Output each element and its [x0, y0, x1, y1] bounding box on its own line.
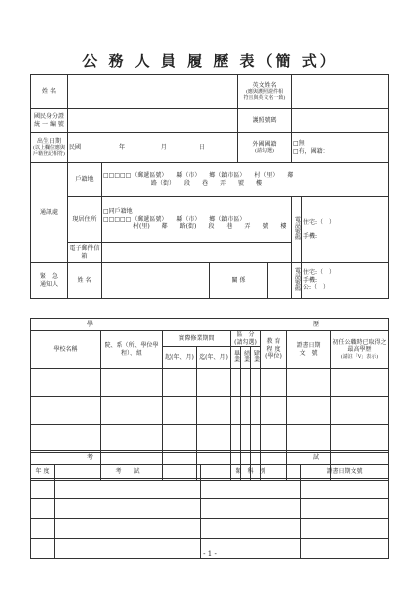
degree-header: 教 育 程 度 (學位) — [261, 331, 287, 369]
birth-note: (以上欄位應與戶籍登記相符) — [33, 145, 65, 158]
emergency-phone-label-text: 電話號碼 — [293, 267, 301, 292]
foreign-have-checkbox[interactable]: □有，國籍： — [293, 147, 329, 155]
emergency-office: 公:（ ） — [303, 284, 330, 292]
emergency-name-label: 姓 名 — [68, 263, 102, 299]
phone-label-text: 電話號碼 — [293, 216, 301, 241]
name-field[interactable] — [68, 75, 238, 109]
education-section-left: 學 — [87, 320, 95, 328]
exam-row[interactable] — [31, 479, 389, 499]
education-row[interactable] — [31, 369, 389, 397]
foreign-note: (請勾選) — [255, 148, 274, 155]
household-label: 戶籍地 — [68, 163, 102, 197]
to-header: 迄(年、月) — [197, 347, 231, 369]
foreign-none-checkbox[interactable]: □無 — [293, 140, 305, 147]
education-section-header — [31, 319, 389, 331]
household-field[interactable] — [102, 163, 389, 197]
exam-section-left: 考 — [87, 453, 95, 461]
foreign-label — [238, 133, 292, 163]
contact-label: 通訊處 — [31, 163, 68, 263]
exam-cert-header: 證書日期文號 — [301, 465, 389, 479]
period-header: 實際修業期間 — [163, 331, 231, 347]
birth-label — [31, 133, 68, 163]
education-section-right: 歷 — [312, 320, 320, 328]
exam-row[interactable] — [31, 499, 389, 519]
foreign-title: 外國國籍 — [252, 140, 277, 148]
status-title: 區 分 — [236, 331, 255, 338]
english-name-label — [238, 75, 292, 109]
id-field[interactable] — [68, 109, 238, 133]
email-label: 電子郵件信 箱 — [68, 243, 102, 263]
page-number: - 1 - — [203, 550, 217, 558]
mobile-phone: 手機: — [303, 232, 318, 240]
emergency-relation-field[interactable] — [268, 263, 292, 299]
phone-field[interactable] — [302, 197, 389, 263]
birth-day: 日 — [198, 143, 205, 151]
birth-month: 月 — [160, 143, 167, 151]
from-header: 起(年、月) — [163, 347, 197, 369]
birth-title: 出生日期 — [36, 137, 61, 145]
emergency-home-phone: 住宅:（ ） — [303, 269, 336, 277]
exam-category-header: 類 科 別 — [201, 465, 301, 479]
exam-year-header: 年 度 — [31, 465, 55, 479]
passport-field[interactable] — [292, 109, 389, 133]
page-title: 公 務 人 員 履 歷 表（簡 式） — [82, 52, 338, 70]
english-name-field[interactable] — [292, 75, 389, 109]
current-label: 現居住所 — [68, 197, 102, 243]
current-line2: 村(里) 鄰 路(街) 段 巷 弄 號 樓 — [133, 223, 287, 231]
passport-label: 護照號碼 — [238, 109, 292, 133]
birth-year: 年 — [118, 143, 125, 151]
home-phone: 住宅:（ ） — [303, 219, 336, 226]
birth-field[interactable] — [68, 133, 238, 163]
same-as-household-checkbox[interactable]: □同戶籍地 — [103, 208, 133, 216]
emergency-mobile: 手機: — [303, 276, 318, 284]
household-line1: □□□□□（郵遞區號） 縣（市） 鄉（鎮市區） 村（里） 鄰 — [103, 172, 294, 179]
english-name-title: 英文姓名 — [252, 81, 277, 89]
school-name-header: 學校名稱 — [31, 331, 101, 369]
id-label: 國民身分證 統 一 編 號 — [31, 109, 68, 133]
highest-header — [331, 331, 389, 369]
basic-info-table — [30, 74, 389, 299]
english-name-note: (應與護照證件相 符且與英文名一致) — [243, 89, 286, 102]
status-header — [231, 331, 261, 347]
education-row[interactable] — [31, 397, 389, 425]
exam-row[interactable] — [31, 519, 389, 539]
phone-label — [292, 197, 302, 263]
email-field[interactable] — [102, 243, 292, 263]
emergency-name-field[interactable] — [102, 263, 210, 299]
dropped-header: 肄業 — [252, 350, 260, 363]
foreign-field[interactable] — [292, 133, 389, 163]
emergency-phone-field[interactable] — [302, 263, 389, 299]
exam-section-header — [31, 451, 389, 465]
education-row[interactable] — [31, 425, 389, 453]
graduated-header: 畢業 — [232, 350, 240, 363]
name-label: 姓 名 — [31, 75, 68, 109]
cert-header: 證書日期 文 號 — [287, 331, 331, 369]
status-note: (請勾選) — [234, 338, 257, 346]
exam-table — [30, 450, 389, 559]
completed-header: 結業 — [242, 350, 250, 363]
birth-era: 民國 — [69, 143, 82, 151]
dept-header: 院、系（所、學位學程）、組 — [101, 331, 163, 369]
emergency-phone-label — [292, 263, 302, 299]
exam-name-header: 考 試 — [55, 465, 201, 479]
current-line1: □□□□□（郵遞區號） 縣（市） 鄉（鎮市區） — [103, 215, 246, 223]
emergency-label: 緊 急 通知人 — [31, 263, 68, 299]
emergency-relation-label: 關 係 — [210, 263, 268, 299]
exam-section-right: 試 — [312, 453, 320, 461]
household-line2: 路（街） 段 巷 弄 號 樓 — [151, 179, 263, 187]
highest-note: (請註「V」表示) — [340, 353, 379, 360]
highest-title: 初任公職時已取得之最高學歷 — [332, 338, 387, 354]
current-field[interactable] — [102, 197, 292, 243]
